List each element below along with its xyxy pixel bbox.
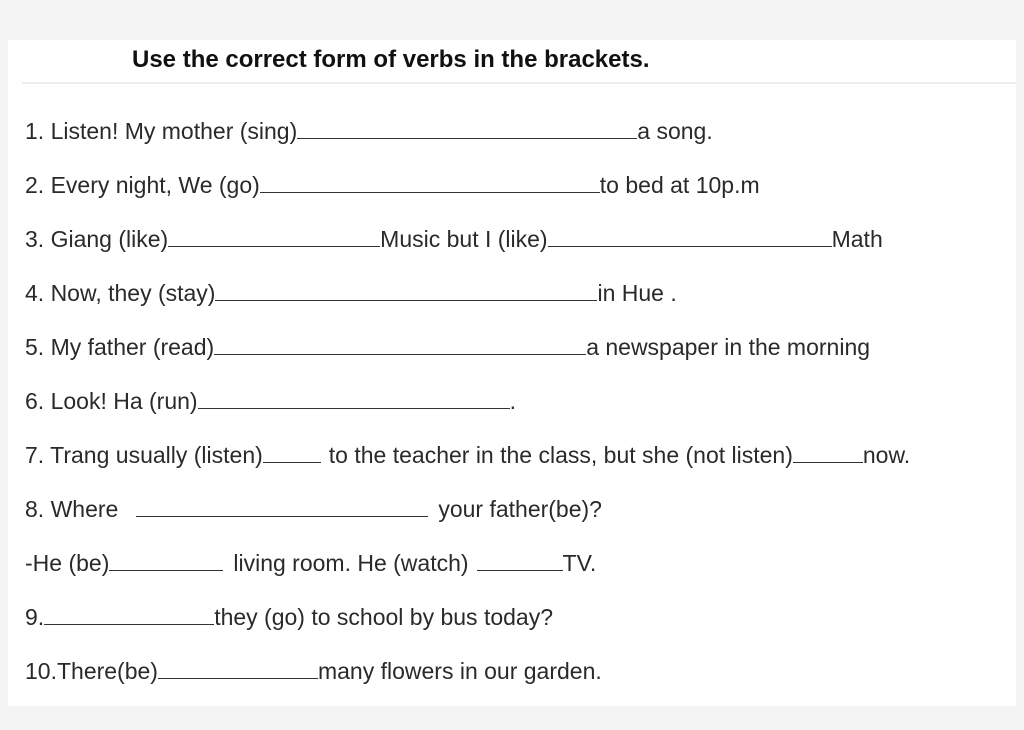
item-text: many flowers in our garden. — [317, 658, 602, 684]
item-text: they (go) to school by bus today? — [214, 604, 553, 630]
item-text: Music but I (like) — [380, 226, 548, 252]
item-text: to the teacher in the class, but she (not listen) — [328, 442, 793, 468]
answer-blank[interactable] — [297, 116, 637, 139]
exercise-item-8-answer — [25, 548, 596, 578]
answer-blank[interactable] — [548, 224, 832, 247]
item-text: to bed at 10p.m — [599, 172, 760, 198]
item-text: 10.There(be) — [25, 658, 158, 684]
exercise-item-4 — [25, 278, 677, 308]
answer-blank[interactable] — [109, 548, 223, 571]
answer-blank[interactable] — [214, 332, 586, 355]
answer-blank[interactable] — [260, 170, 600, 193]
worksheet-title: Use the correct form of verbs in the brackets. — [132, 46, 650, 73]
exercise-item-2 — [25, 170, 760, 200]
item-text: in Hue . — [597, 280, 677, 306]
item-text: 2. Every night, We (go) — [25, 172, 260, 198]
item-text: 7. Trang usually (listen) — [25, 442, 263, 468]
item-text: now. — [862, 442, 911, 468]
exercise-item-8 — [25, 494, 602, 524]
exercise-item-5 — [25, 332, 870, 362]
answer-blank[interactable] — [44, 602, 214, 625]
exercise-item-6 — [25, 386, 516, 416]
item-text: 6. Look! Ha (run) — [25, 388, 198, 414]
item-text: 3. Giang (like) — [25, 226, 169, 252]
item-text: a newspaper in the morning — [586, 334, 871, 360]
item-text: 8. Where — [25, 496, 119, 522]
answer-blank[interactable] — [168, 224, 380, 247]
item-text: TV. — [562, 550, 597, 576]
answer-blank[interactable] — [263, 440, 321, 463]
item-text: living room. He (watch) — [233, 550, 469, 576]
item-text: 4. Now, they (stay) — [25, 280, 216, 306]
item-text: 9. — [25, 604, 45, 630]
answer-blank[interactable] — [793, 440, 863, 463]
item-text: -He (be) — [25, 550, 110, 576]
exercise-item-3 — [25, 224, 883, 254]
item-text: . — [509, 388, 516, 414]
item-text: 5. My father (read) — [25, 334, 215, 360]
exercise-item-10 — [25, 656, 602, 686]
exercise-item-9 — [25, 602, 553, 632]
item-text: 1. Listen! My mother (sing) — [25, 118, 298, 144]
item-text: your father(be)? — [438, 496, 602, 522]
answer-blank[interactable] — [198, 386, 510, 409]
exercise-item-1 — [25, 116, 713, 146]
answer-blank[interactable] — [158, 656, 318, 679]
worksheet — [8, 40, 1016, 706]
exercise-item-7 — [25, 440, 910, 470]
answer-blank[interactable] — [215, 278, 597, 301]
item-text: a song. — [637, 118, 713, 144]
answer-blank[interactable] — [136, 494, 428, 517]
title-divider — [22, 82, 1016, 84]
item-text: Math — [831, 226, 883, 252]
answer-blank[interactable] — [477, 548, 563, 571]
